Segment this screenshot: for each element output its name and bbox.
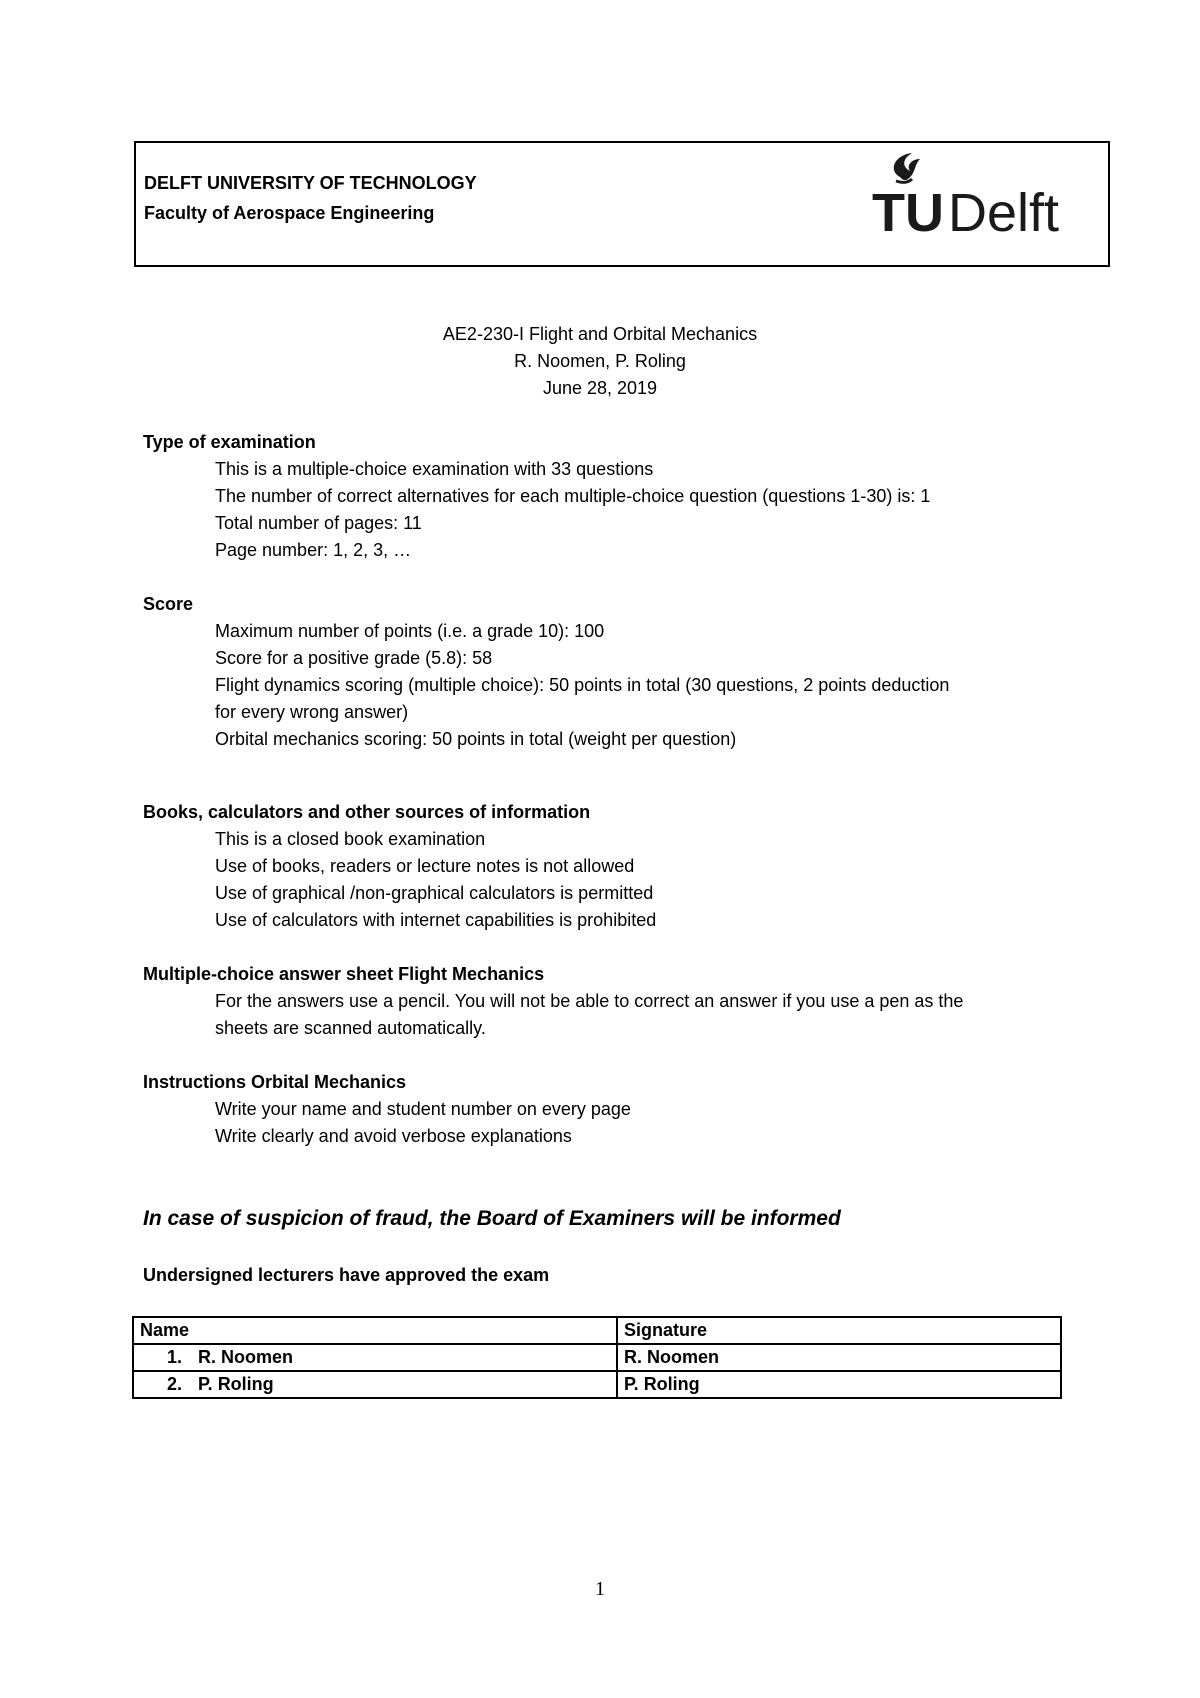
- type-item: Page number: 1, 2, 3, …: [215, 540, 412, 560]
- section-heading-answer-sheet: Multiple-choice answer sheet Flight Mechanics: [143, 964, 545, 984]
- score-item: for every wrong answer): [215, 702, 409, 722]
- section-heading-score: Score: [143, 594, 194, 614]
- row-number: 1.: [166, 1347, 182, 1367]
- score-item: Flight dynamics scoring (multiple choice): 50 points in total (30 questions, 2 points deduction: [215, 675, 950, 695]
- header-name: Name: [133, 1317, 617, 1344]
- section-heading-type: Type of examination: [143, 432, 316, 452]
- logo-text: [872, 183, 1059, 241]
- books-item: Use of graphical /non-graphical calculators is permitted: [215, 883, 654, 903]
- fraud-notice: In case of suspicion of fraud, the Board of Examiners will be informed: [143, 1207, 841, 1230]
- type-item: Total number of pages: 11: [215, 513, 422, 533]
- books-item: Use of calculators with internet capabilities is prohibited: [215, 910, 657, 930]
- books-item: This is a closed book examination: [215, 829, 486, 849]
- tudelft-logo: [872, 151, 1082, 241]
- logo-delft: Delft: [947, 183, 1060, 241]
- course-title: AE2-230-I Flight and Orbital Mechanics: [442, 324, 758, 344]
- signature-cell: P. Roling: [617, 1371, 1061, 1398]
- orbital-item: Write your name and student number on every page: [215, 1099, 631, 1119]
- type-item: The number of correct alternatives for each multiple-choice question (questions 1-30) is: 1: [215, 486, 931, 506]
- score-item: Score for a positive grade (5.8): 58: [215, 648, 493, 668]
- page-number: 1: [595, 1578, 605, 1600]
- name-cell: [133, 1344, 617, 1371]
- answer-sheet-item: sheets are scanned automatically.: [215, 1018, 486, 1038]
- section-heading-books: Books, calculators and other sources of information: [143, 802, 591, 822]
- score-item: Orbital mechanics scoring: 50 points in total (weight per question): [215, 729, 737, 749]
- signature-table: [132, 1316, 1062, 1399]
- university-name: DELFT UNIVERSITY OF TECHNOLOGY: [144, 173, 477, 193]
- table-row: [133, 1371, 1061, 1398]
- header-box: [134, 141, 1110, 267]
- table-row: [133, 1344, 1061, 1371]
- table-header-row: [133, 1317, 1061, 1344]
- section-heading-orbital: Instructions Orbital Mechanics: [143, 1072, 407, 1092]
- signature-cell: R. Noomen: [617, 1344, 1061, 1371]
- type-item: This is a multiple-choice examination with 33 questions: [215, 459, 654, 479]
- flame-icon: [894, 153, 920, 182]
- books-item: Use of books, readers or lecture notes is not allowed: [215, 856, 635, 876]
- exam-date: June 28, 2019: [542, 378, 658, 398]
- row-number: 2.: [166, 1374, 182, 1394]
- header-signature: Signature: [617, 1317, 1061, 1344]
- orbital-item: Write clearly and avoid verbose explanations: [215, 1126, 572, 1146]
- lecturer-name: P. Roling: [198, 1374, 274, 1394]
- course-lecturers: R. Noomen, P. Roling: [514, 351, 686, 371]
- name-cell: [133, 1371, 617, 1398]
- answer-sheet-item: For the answers use a pencil. You will not be able to correct an answer if you use a pen as the: [215, 991, 964, 1011]
- approval-statement: Undersigned lecturers have approved the exam: [143, 1265, 550, 1285]
- lecturer-name: R. Noomen: [198, 1347, 294, 1367]
- score-item: Maximum number of points (i.e. a grade 10): 100: [215, 621, 605, 641]
- logo-tu: TU: [872, 183, 944, 241]
- faculty-name: Faculty of Aerospace Engineering: [144, 203, 435, 223]
